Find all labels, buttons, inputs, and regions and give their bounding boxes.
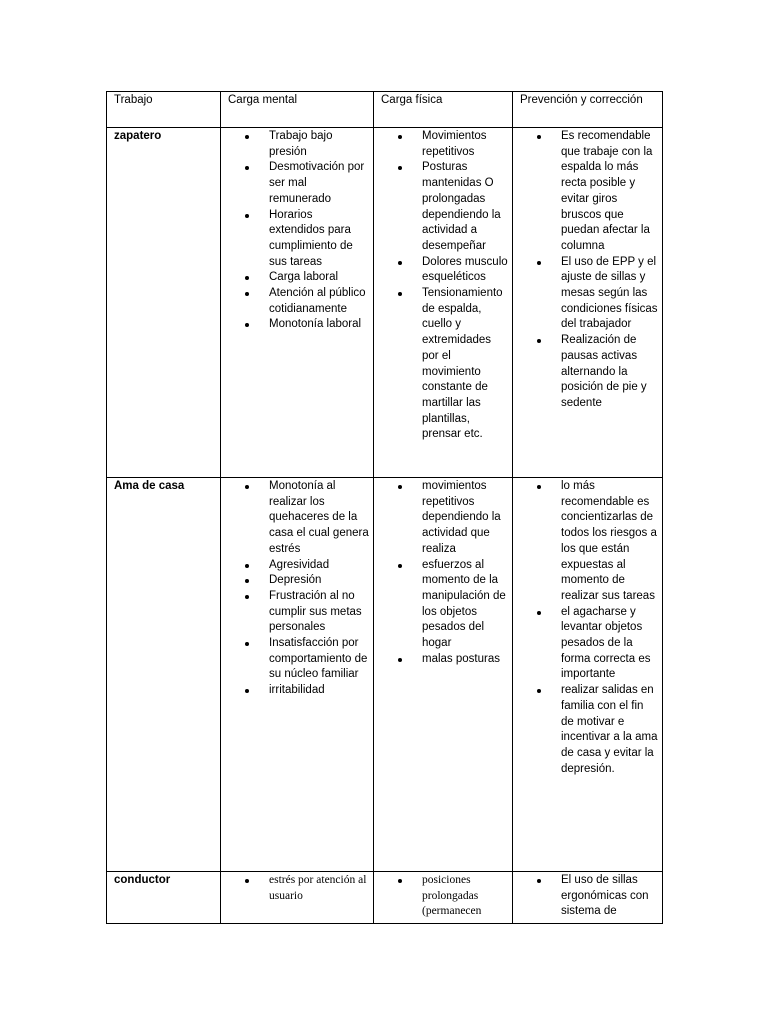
job-risk-table [106, 91, 663, 924]
table-row-conductor [107, 872, 663, 924]
carga-fisica-list [381, 873, 508, 920]
bullet-item: realizar salidas en familia con el fin de motivar e incentivar a la ama de casa y evitar la depresión. [561, 683, 658, 777]
bullet-item: Dolores musculo esqueléticos [422, 255, 508, 286]
prevencion-cell [513, 872, 663, 924]
bullet-item: estrés por atención al usuario [269, 873, 369, 904]
carga-fisica-list [381, 479, 508, 667]
carga-fisica-cell [374, 872, 513, 924]
carga-fisica-cell [374, 478, 513, 872]
header-prevencion: Prevención y corrección [513, 92, 663, 128]
bullet-item: malas posturas [422, 652, 508, 668]
carga-mental-list [228, 129, 369, 333]
bullet-item: Atención al público cotidianamente [269, 286, 369, 317]
bullet-item: lo más recomendable es concientizarlas de todos los riesgos a los que están expuestas al momento de realizar sus tareas [561, 479, 658, 605]
bullet-item: Movimientos repetitivos [422, 129, 508, 160]
bullet-item: El uso de sillas ergonómicas con sistema de [561, 873, 658, 920]
bullet-item: Trabajo bajo presión [269, 129, 369, 160]
carga-mental-cell [221, 478, 374, 872]
carga-fisica-cell [374, 128, 513, 478]
table-row-zapatero [107, 128, 663, 478]
header-carga-mental: Carga mental [221, 92, 374, 128]
carga-mental-list [228, 479, 369, 699]
prevencion-list [520, 479, 658, 777]
prevencion-cell [513, 478, 663, 872]
bullet-item: El uso de EPP y el ajuste de sillas y mesas según las condiciones físicas del trabajador [561, 255, 658, 334]
bullet-item: irritabilidad [269, 683, 369, 699]
bullet-item: Insatisfacción por comportamiento de su núcleo familiar [269, 636, 369, 683]
carga-fisica-list [381, 129, 508, 443]
bullet-item: Monotonía laboral [269, 317, 369, 333]
carga-mental-list [228, 873, 369, 904]
carga-mental-cell [221, 872, 374, 924]
bullet-item: Tensionamiento de espalda, cuello y extremidades por el movimiento constante de martillar las plantillas, prensar etc. [422, 286, 508, 443]
bullet-item: Frustración al no cumplir sus metas personales [269, 589, 369, 636]
bullet-item: Monotonía al realizar los quehaceres de la casa el cual genera estrés [269, 479, 369, 558]
table-row-ama-de-casa [107, 478, 663, 872]
bullet-item: Realización de pausas activas alternando la posición de pie y sedente [561, 333, 658, 412]
bullet-item: Posturas mantenidas O prolongadas dependiendo la actividad a desempeñar [422, 160, 508, 254]
job-name-cell: conductor [107, 872, 221, 924]
prevencion-list [520, 873, 658, 920]
bullet-item: Desmotivación por ser mal remunerado [269, 160, 369, 207]
bullet-item: Agresividad [269, 558, 369, 574]
job-name-cell: Ama de casa [107, 478, 221, 872]
bullet-item: posiciones prolongadas (permanecen [422, 873, 508, 920]
header-row [107, 92, 663, 128]
header-trabajo: Trabajo [107, 92, 221, 128]
bullet-item: movimientos repetitivos dependiendo la actividad que realiza [422, 479, 508, 558]
bullet-item: esfuerzos al momento de la manipulación de los objetos pesados del hogar [422, 558, 508, 652]
prevencion-cell [513, 128, 663, 478]
bullet-item: el agacharse y levantar objetos pesados de la forma correcta es importante [561, 605, 658, 684]
header-carga-fisica: Carga física [374, 92, 513, 128]
job-name-cell: zapatero [107, 128, 221, 478]
bullet-item: Depresión [269, 573, 369, 589]
bullet-item: Carga laboral [269, 270, 369, 286]
bullet-item: Horarios extendidos para cumplimiento de sus tareas [269, 208, 369, 271]
carga-mental-cell [221, 128, 374, 478]
bullet-item: Es recomendable que trabaje con la espalda lo más recta posible y evitar giros bruscos que puedan afectar la columna [561, 129, 658, 255]
prevencion-list [520, 129, 658, 412]
